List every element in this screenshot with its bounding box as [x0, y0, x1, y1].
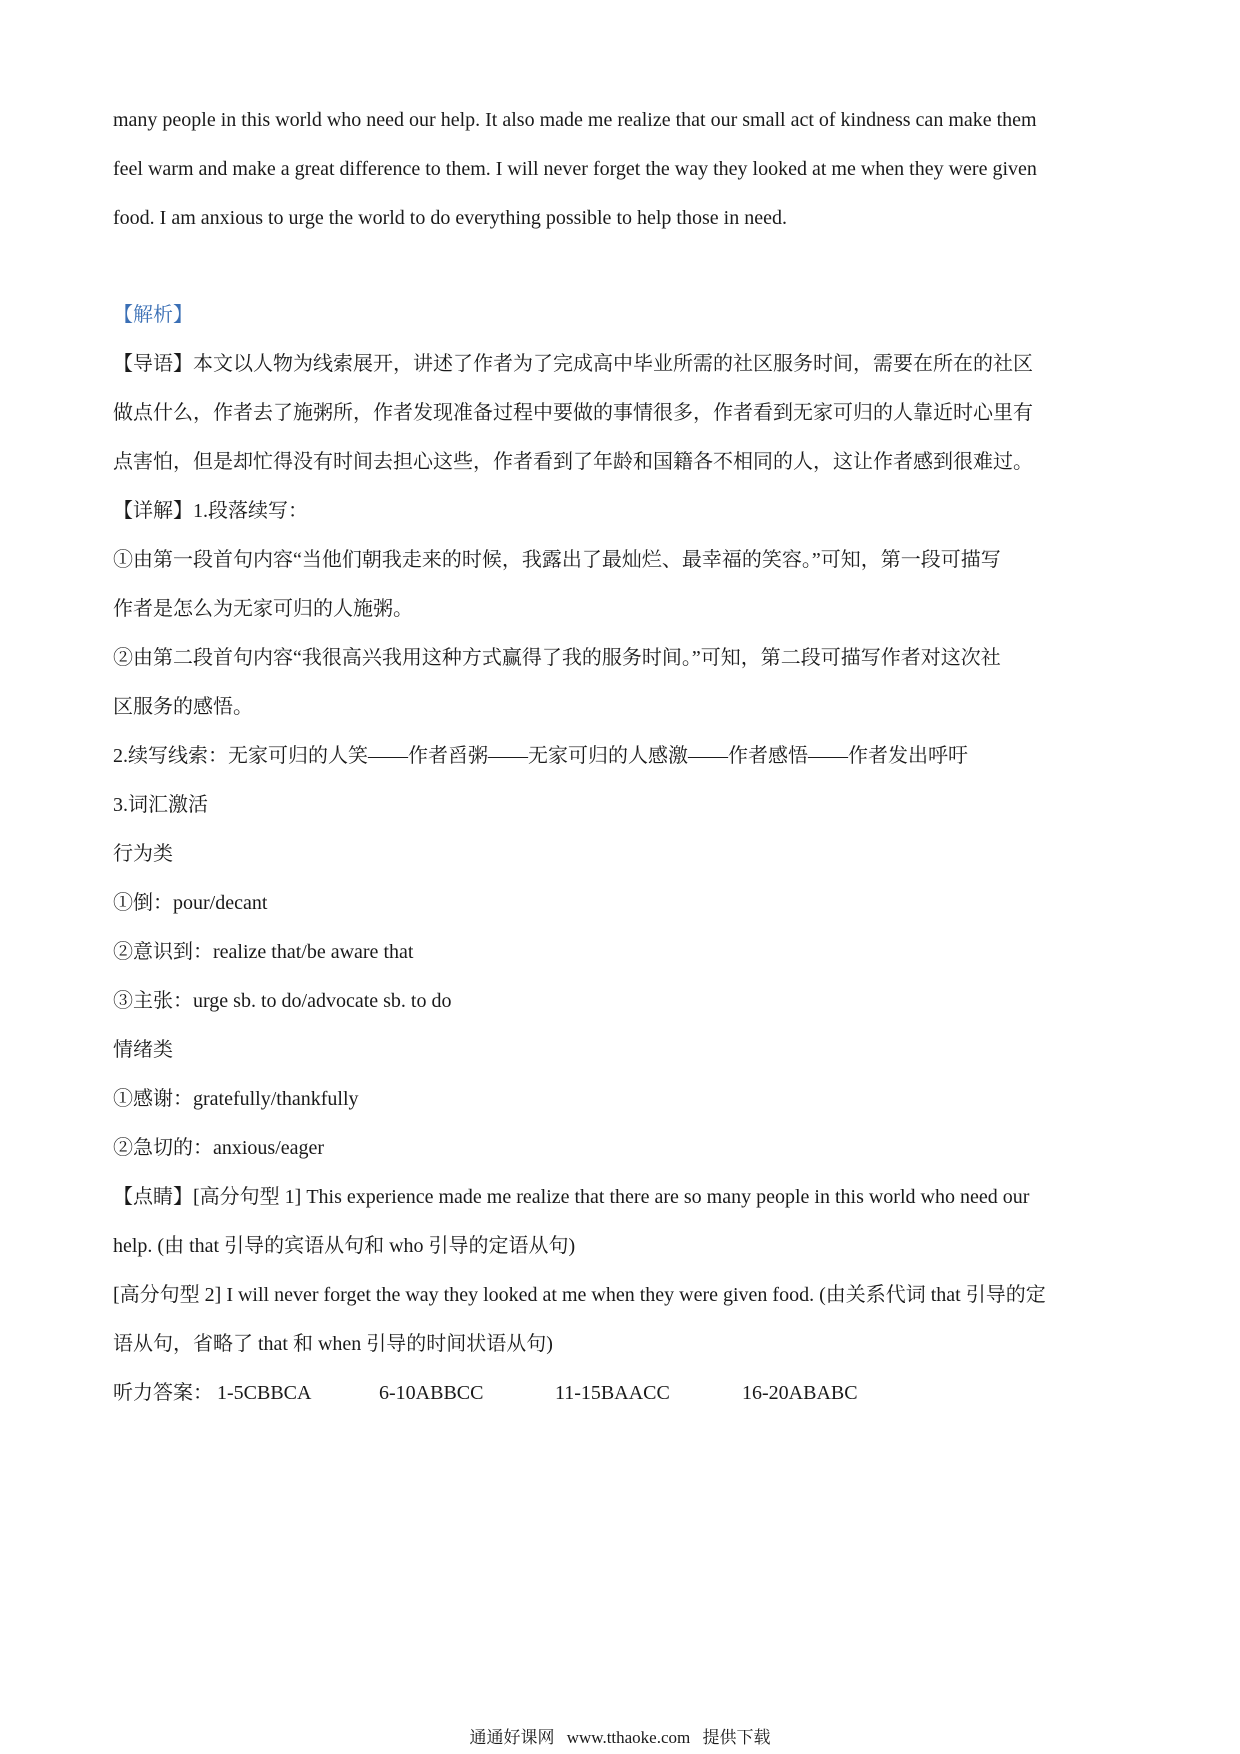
paragraph-line: many people in this world who need our help. It also made me realize that our small act of kindness can make them — [113, 109, 1037, 131]
intro-line: 做点什么，作者去了施粥所，作者发现准备过程中要做的事情很多，作者看到无家可归的人靠近时心里有 — [113, 402, 1033, 424]
analysis-heading: 【解析】 — [113, 304, 193, 326]
intro-line: 点害怕，但是却忙得没有时间去担心这些，作者看到了年龄和国籍各不相同的人，这让作者感到很难过。 — [113, 451, 1033, 473]
page-footer — [0, 1727, 1240, 1749]
vocab-item: ②意识到：realize that/be aware that — [113, 941, 414, 963]
highlight-line: [高分句型 2] I will never forget the way they looked at me when they were given food. (由关系代词 that 引导的定 — [113, 1284, 1046, 1306]
paragraph-line: feel warm and make a great difference to them. I will never forget the way they looked at me when they were given — [113, 158, 1037, 180]
vocab-category: 情绪类 — [113, 1039, 173, 1061]
listening-answers — [113, 1369, 1133, 1418]
paragraph-line: food. I am anxious to urge the world to do everything possible to help those in need. — [113, 207, 787, 229]
answer-group: 1-5CBBCA — [217, 1382, 312, 1404]
analysis-section — [113, 340, 1133, 1418]
intro-line: 【导语】本文以人物为线索展开，讲述了作者为了完成高中毕业所需的社区服务时间，需要在所在的社区 — [113, 353, 1033, 375]
highlight-line: help. (由 that 引导的宾语从句和 who 引导的定语从句) — [113, 1235, 576, 1257]
clue-line: 2.续写线索：无家可归的人笑——作者舀粥——无家可归的人感激——作者感悟——作者发出呼吁 — [113, 745, 968, 767]
detail-heading: 【详解】1.段落续写： — [113, 500, 308, 522]
continuation-paragraph — [113, 96, 1133, 243]
footer-site-name: 通通好课网 — [469, 1728, 555, 1747]
vocab-item: ①感谢：gratefully/thankfully — [113, 1088, 359, 1110]
footer-note: 提供下载 — [702, 1728, 771, 1747]
vocab-category: 行为类 — [113, 843, 173, 865]
highlight-line: 语从句，省略了 that 和 when 引导的时间状语从句) — [113, 1333, 553, 1355]
vocab-item: ②急切的：anxious/eager — [113, 1137, 325, 1159]
answer-group: 11-15BAACC — [555, 1382, 670, 1404]
answer-group: 16-20ABABC — [742, 1382, 858, 1404]
detail-line: 区服务的感悟。 — [113, 696, 253, 718]
detail-line: ②由第二段首句内容“我很高兴我用这种方式赢得了我的服务时间。”可知，第二段可描写作者对这次社 — [113, 647, 1001, 669]
footer-url: www.tthaoke.com — [566, 1728, 691, 1747]
listening-label: 听力答案： — [113, 1382, 213, 1404]
vocab-item: ①倒：pour/decant — [113, 892, 268, 914]
highlight-line: 【点睛】[高分句型 1] This experience made me realize that there are so many people in this world who need our — [113, 1186, 1030, 1208]
vocab-heading: 3.词汇激活 — [113, 794, 208, 816]
detail-line: ①由第一段首句内容“当他们朝我走来的时候，我露出了最灿烂、最幸福的笑容。”可知，第一段可描写 — [113, 549, 1001, 571]
vocab-item: ③主张：urge sb. to do/advocate sb. to do — [113, 990, 452, 1012]
detail-line: 作者是怎么为无家可归的人施粥。 — [113, 598, 413, 620]
answer-group: 6-10ABBCC — [379, 1382, 484, 1404]
